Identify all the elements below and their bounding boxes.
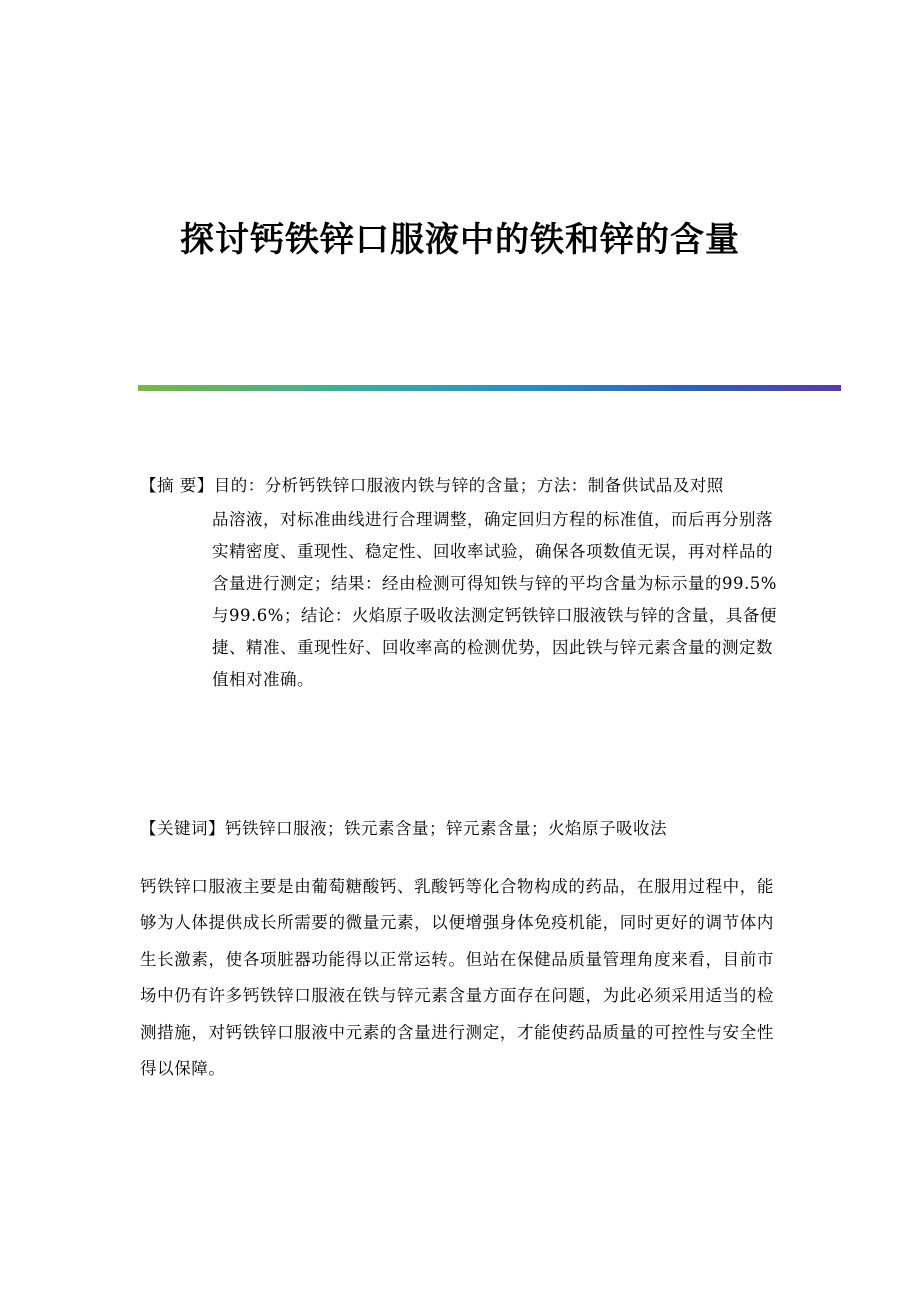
body-paragraph: 钙铁锌口服液主要是由葡萄糖酸钙、乳酸钙等化合物构成的药品，在服用过程中，能够为人体提供成长所需要的微量元素，以便增强身体免疫机能，同时更好的调节体内生长激素，使各项脏器功能得以正常运转。但站在保健品质量管理角度来看，目前市场中仍有许多钙铁锌口服液在铁与锌元素含量方面存在问题，为此必须采用适当的检测措施，对钙铁锌口服液中元素的含量进行测定，才能使药品质量的可控性与安全性得以保障。 [140, 877, 774, 1079]
abstract-label: 【摘 要】 [140, 476, 214, 495]
keywords-label: 【关键词】 [140, 819, 225, 838]
title-divider [138, 385, 841, 391]
keywords-text: 钙铁锌口服液；铁元素含量；锌元素含量；火焰原子吸收法 [225, 819, 667, 838]
document-title: 探讨钙铁锌口服液中的铁和锌的含量 [180, 220, 740, 260]
abstract-first-line [140, 470, 780, 502]
keywords-line [140, 814, 780, 844]
abstract-continuation: 品溶液，对标准曲线进行合理调整，确定回归方程的标准值，而后再分别落实精密度、重现性、稳定性、回收率试验，确保各项数值无误，再对样品的含量进行测定；结果：经由检测可得知铁与锌的平均含量为标示量的99.5%与99.6%；结论：火焰原子吸收法测定钙铁锌口服液铁与锌的含量，具备便捷、精准、重现性好、回收率高的检测优势，因此铁与锌元素含量的测定数值相对准确。 [212, 510, 777, 689]
abstract-first-text: 目的：分析钙铁锌口服液内铁与锌的含量；方法：制备供试品及对照 [213, 476, 724, 495]
